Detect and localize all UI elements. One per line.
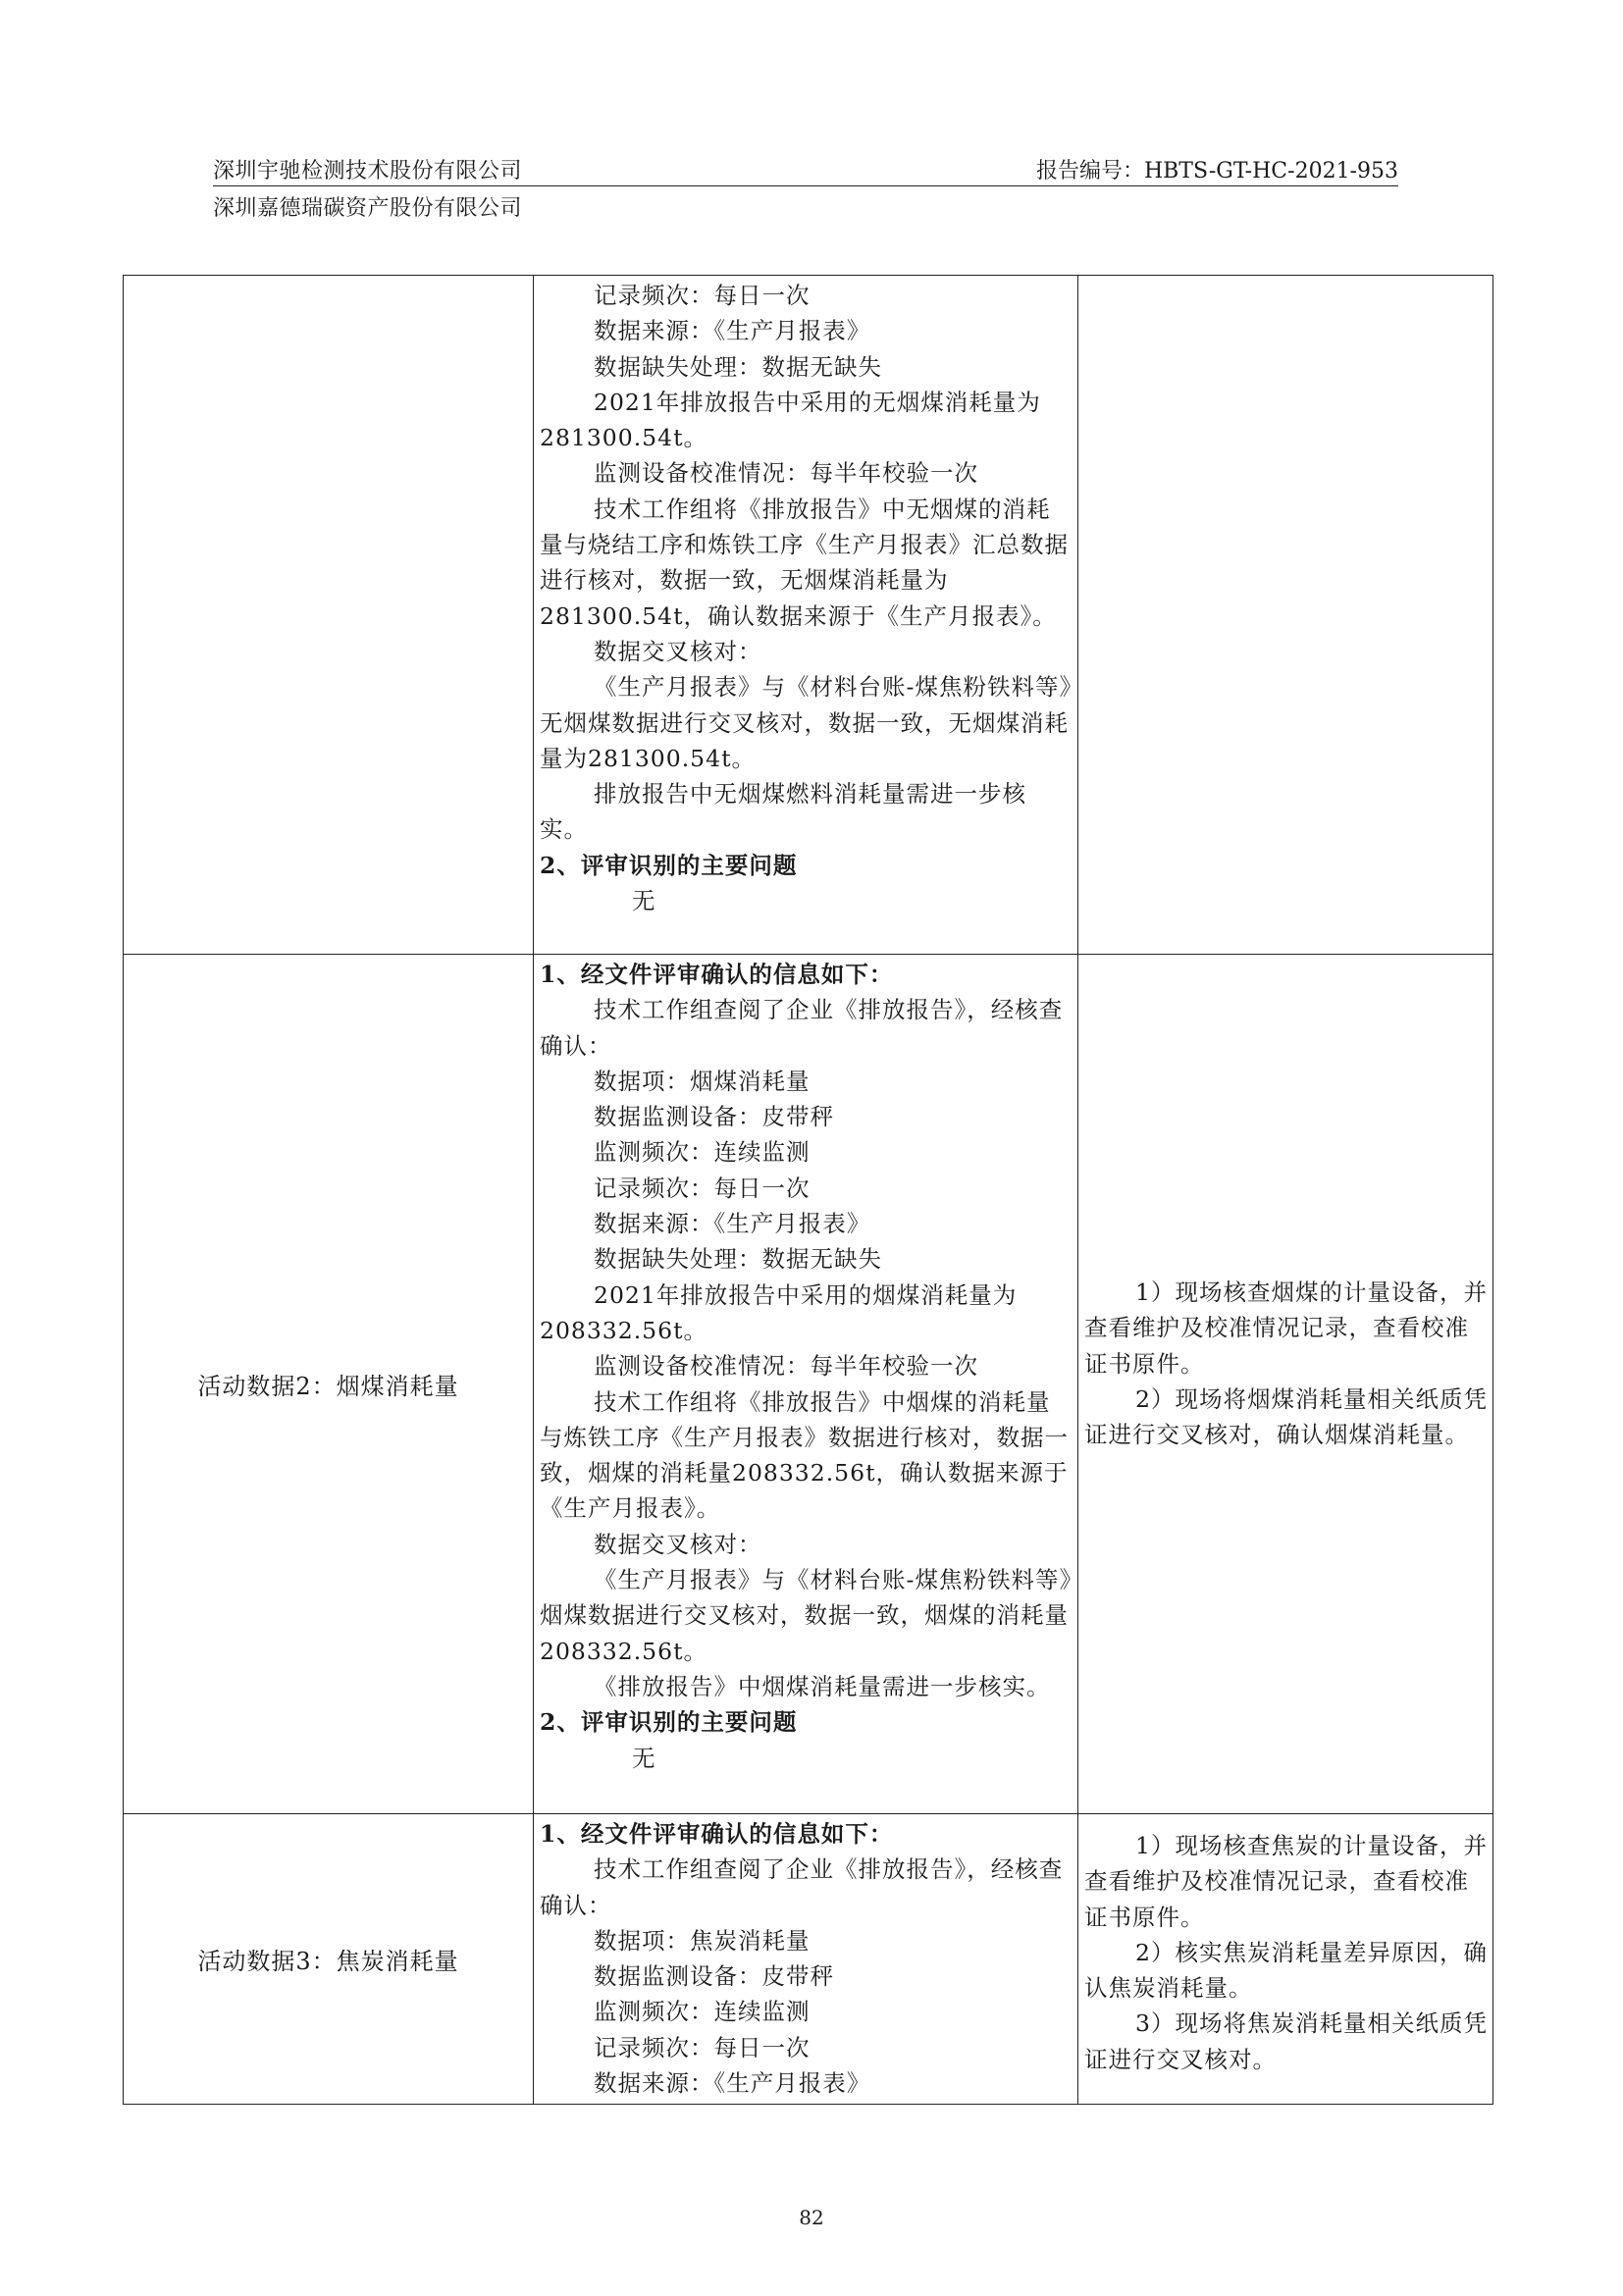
list-item: 数据来源：《生产月报表》 <box>594 317 871 345</box>
list-item: 记录频次：每日一次 <box>594 282 811 309</box>
section-heading: 2、评审识别的主要问题 <box>540 1708 798 1737</box>
row-label: 活动数据2：烟煤消耗量 <box>124 955 534 1814</box>
list-item: 数据项：烟煤消耗量 <box>594 1067 811 1095</box>
company-name-1: 深圳宇驰检测技术股份有限公司 <box>213 159 523 183</box>
review-cell <box>534 1814 1078 2105</box>
table-row <box>124 1814 1493 2105</box>
list-item: 无 <box>632 887 656 915</box>
list-item: 技术工作组查阅了企业《排放报告》，经核查确认： <box>540 996 1064 1060</box>
report-number: 报告编号：HBTS-GT-HC-2021-953 <box>1035 159 1398 183</box>
list-item: 技术工作组将《排放报告》中无烟煤的消耗量与烧结工序和炼铁工序《生产月报表》汇总数据进行核对，数据一致，无烟煤消耗量为281300.54t，确认数据来源于《生产月报表》。 <box>540 495 1069 630</box>
note-item: 3）现场将焦炭消耗量相关纸质凭证进行交叉核对。 <box>1084 2009 1488 2073</box>
list-item: 排放报告中无烟煤燃料消耗量需进一步核实。 <box>540 780 1026 844</box>
list-item: 数据来源：《生产月报表》 <box>594 1210 871 1238</box>
table-row <box>124 276 1493 955</box>
list-item: 数据监测设备：皮带秤 <box>594 1962 834 1991</box>
note-item: 1）现场核查焦炭的计量设备，并查看维护及校准情况记录，查看校准证书原件。 <box>1084 1832 1488 1931</box>
note-item: 1）现场核查烟煤的计量设备，并查看维护及校准情况记录，查看校准证书原件。 <box>1084 1278 1488 1378</box>
list-item: 技术工作组查阅了企业《排放报告》，经核查确认： <box>540 1855 1064 1919</box>
notes-cell <box>1078 276 1493 955</box>
list-item: 数据来源：《生产月报表》 <box>594 2069 871 2098</box>
list-item: 《生产月报表》与《材料台账-煤焦粉铁料等》无烟煤数据进行交叉核对，数据一致，无烟煤消耗量为281300.54t。 <box>540 673 1073 772</box>
list-item: 无 <box>632 1744 656 1772</box>
list-item: 监测设备校准情况：每半年校验一次 <box>594 1352 978 1381</box>
note-item: 2）核实焦炭消耗量差异原因，确认焦炭消耗量。 <box>1084 1938 1488 2003</box>
table-row <box>124 955 1493 1814</box>
header-rule <box>213 185 1398 186</box>
section-heading: 2、评审识别的主要问题 <box>540 851 798 879</box>
verification-table <box>123 275 1493 2105</box>
section-heading: 1、经文件评审确认的信息如下： <box>540 961 894 988</box>
list-item: 2021年排放报告中采用的烟煤消耗量为208332.56t。 <box>540 1280 1018 1344</box>
list-item: 记录频次：每日一次 <box>594 1174 811 1202</box>
company-name-2: 深圳嘉德瑞碳资产股份有限公司 <box>213 196 523 221</box>
section-heading: 1、经文件评审确认的信息如下： <box>540 1820 894 1848</box>
review-cell <box>534 276 1078 955</box>
page-number: 82 <box>799 2206 824 2229</box>
list-item: 2021年排放报告中采用的无烟煤消耗量为281300.54t。 <box>540 388 1041 452</box>
note-item: 2）现场将烟煤消耗量相关纸质凭证进行交叉核对，确认烟煤消耗量。 <box>1084 1384 1488 1449</box>
list-item: 监测频次：连续监测 <box>594 1138 811 1167</box>
list-item: 《排放报告》中烟煤消耗量需进一步核实。 <box>594 1672 1051 1700</box>
list-item: 数据缺失处理：数据无缺失 <box>594 1245 882 1274</box>
list-item: 监测频次：连续监测 <box>594 1998 811 2026</box>
list-item: 数据交叉核对： <box>594 1530 762 1558</box>
review-cell <box>534 955 1078 1814</box>
list-item: 记录频次：每日一次 <box>594 2033 811 2061</box>
row-label: 活动数据3：焦炭消耗量 <box>124 1814 534 2105</box>
list-item: 数据交叉核对： <box>594 637 762 665</box>
list-item: 数据缺失处理：数据无缺失 <box>594 352 882 381</box>
list-item: 技术工作组将《排放报告》中烟煤的消耗量与炼铁工序《生产月报表》数据进行核对，数据一致，烟煤的消耗量208332.56t，确认数据来源于《生产月报表》。 <box>540 1387 1069 1523</box>
row-label <box>124 276 534 955</box>
list-item: 数据监测设备：皮带秤 <box>594 1103 834 1131</box>
list-item: 《生产月报表》与《材料台账-煤焦粉铁料等》烟煤数据进行交叉核对，数据一致，烟煤的消耗量208332.56t。 <box>540 1566 1073 1665</box>
header-companies <box>213 153 522 228</box>
notes-cell <box>1078 955 1493 1814</box>
list-item: 数据项：焦炭消耗量 <box>594 1926 811 1955</box>
list-item: 监测设备校准情况：每半年校验一次 <box>594 459 978 488</box>
notes-cell <box>1078 1814 1493 2105</box>
